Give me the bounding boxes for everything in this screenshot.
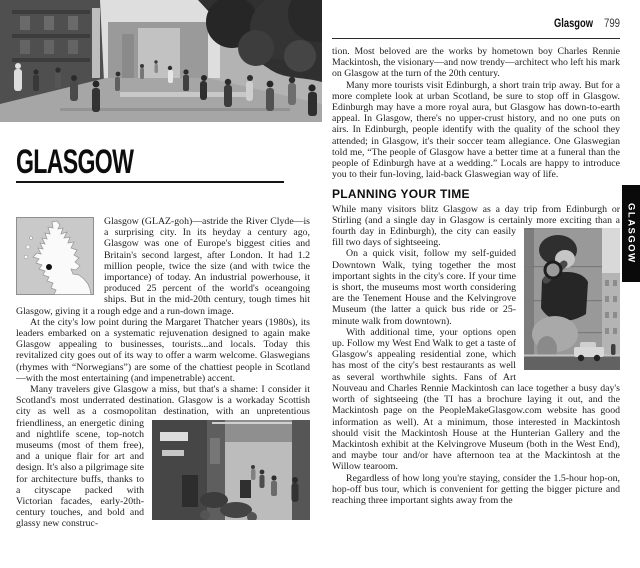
edinburgh-comparison-paragraph: Many more tourists visit Edinburgh, a short train trip away. But for a more complete look at urban Scotland, be sure to stop off in Glasgow. Edinburgh may have a more royal aura, but Glasgow has down-to-earth appeal. In Glasgow, there's no upper-crust history, and no one puts on airs. In Edinburgh, people identify with the quality of the school they attended; in Glasgow, it's their soccer team allegiance. One Glaswegian told me, “The people of Glasgow have a better time at a funeral than the people of Edinburgh have at a wedding.” Locals are happy to introduce you to their fun-loving, laid-back Glaswegian way of life. xyxy=(332,79,620,181)
street-scene-photo xyxy=(0,0,322,122)
west-end-paragraph: With additional time, your options open up. Follow my West End Walk to get a taste of Glasgow's appealing residential zone, which has most of the city's best restaurants as well as several worthwhile sights. Fans of Art Nouveau and Charles Rennie Mackintosh can lace together a busy day's worth of sightseeing (the TI has a brochure laying it out, and the Mackintosh page on the PeopleMakeGlasgow.com website has good information as well). At a minimum, those interested in Mackintosh should visit the Mackintosh House at the Hunterian Gallery and the Mackintosh exhibit at the Kelvingrove Museum (both in the West End), and maybe tour and/or have afternoon tea at the Mackintosh at the Willow tearoom. xyxy=(332,326,620,473)
running-header-title: Glasgow xyxy=(553,16,593,30)
alley-cafe-photo xyxy=(152,420,310,520)
chapter-tab xyxy=(622,185,640,282)
underrated-paragraph xyxy=(16,384,310,530)
underrated-text-start: Many travelers give Glasgow a miss, but that's a shame: I consider it Scotland's most underrated destination. Glasgow is a workaday Scottish city as well as a cosmopolitan destination, with xyxy=(16,384,310,418)
underrated-text-end: an unpretentious friendliness, an energetic dining and nightlife scene, top-notch museums (most of them free), and a unique flair for art and design. It's also a pilgrimage site for architecture buffs, thanks to a cityscape packed with Victorian facades, early-20th-century touches, and bold and glassy new construc- xyxy=(16,406,310,530)
right-page-body xyxy=(332,46,620,506)
intro-paragraph xyxy=(16,216,310,317)
planning-intro-start: While many visitors blitz Glasgow as a day trip from Edinburgh or Stirling (and a single day in Glasgow is certainly more exciting xyxy=(332,203,620,226)
running-header xyxy=(332,16,620,39)
planning-intro-paragraph xyxy=(332,204,620,249)
scotland-locator-map xyxy=(16,217,94,295)
planning-intro-end: than a fourth day in Edinburgh), the city can easily fill two days of sightseeing. xyxy=(332,214,620,249)
continuation-paragraph: tion. Most beloved are the works by hometown boy Charles Rennie Mackintosh, the visionary—and now trendy—architect who left his mark on Glasgow at the turn of the 20th century. xyxy=(332,46,620,80)
intro-text: Glasgow (GLAZ-goh)—astride the River Clyde—is a surprising city. In its heyday a century ago, Glasgow was one of Europe's biggest cities and Britain's second largest, after London. It had 1.2 million people, twice the size (and with twice the importance) of today. An industrial powerhouse, it produced 25 percent of the world's oceangoing ships. But in the mid-20th century, tough times hit Glasgow, giving it a rough edge and a run-down image. xyxy=(16,216,310,317)
page-number: 799 xyxy=(603,16,620,30)
bus-tour-paragraph: Regardless of how long you're staying, consider the 1.5-hour hop-on, hop-off bus tour, which is convenient for getting the bigger picture and reaching three important sights away from the xyxy=(332,472,620,506)
mural-illustration xyxy=(524,228,620,370)
right-page-column xyxy=(332,16,620,506)
rejuvenation-paragraph: At the city's low point during the Margaret Thatcher years (1980s), its leaders embarked on a systematic rejuvenation designed to again make Glasgow appealing to businesses, tourists...and locals. Today this revitalized city goes out of its way to offer a warm welcome. Glaswegians (rhymes with “Norwegians”) are some of the chattiest people in Scotland—with the most entertaining (and impenetrable) accent. xyxy=(16,316,310,384)
title-rule xyxy=(16,181,284,183)
left-page-body xyxy=(16,216,310,530)
quick-visit-paragraph: On a quick visit, follow my self-guided Downtown Walk, tying together the most important sights in the city's core. If your time is short, the museums most worth considering are the Tenement House and the Kelvingrove Museum (the latter a quick bus ride or 25-minute walk from downtown). xyxy=(332,248,516,327)
alley-cafe-illustration xyxy=(152,420,310,520)
scotland-map-illustration xyxy=(16,217,94,295)
street-scene-illustration xyxy=(0,0,322,122)
planning-your-time-heading: PLANNING YOUR TIME xyxy=(332,187,470,202)
glasgow-map-dot xyxy=(46,264,52,270)
mural-photo xyxy=(524,228,620,370)
left-page-column xyxy=(16,143,310,530)
chapter-title: GLASGOW xyxy=(16,143,134,181)
chapter-tab-label: GLASGOW xyxy=(625,203,637,264)
